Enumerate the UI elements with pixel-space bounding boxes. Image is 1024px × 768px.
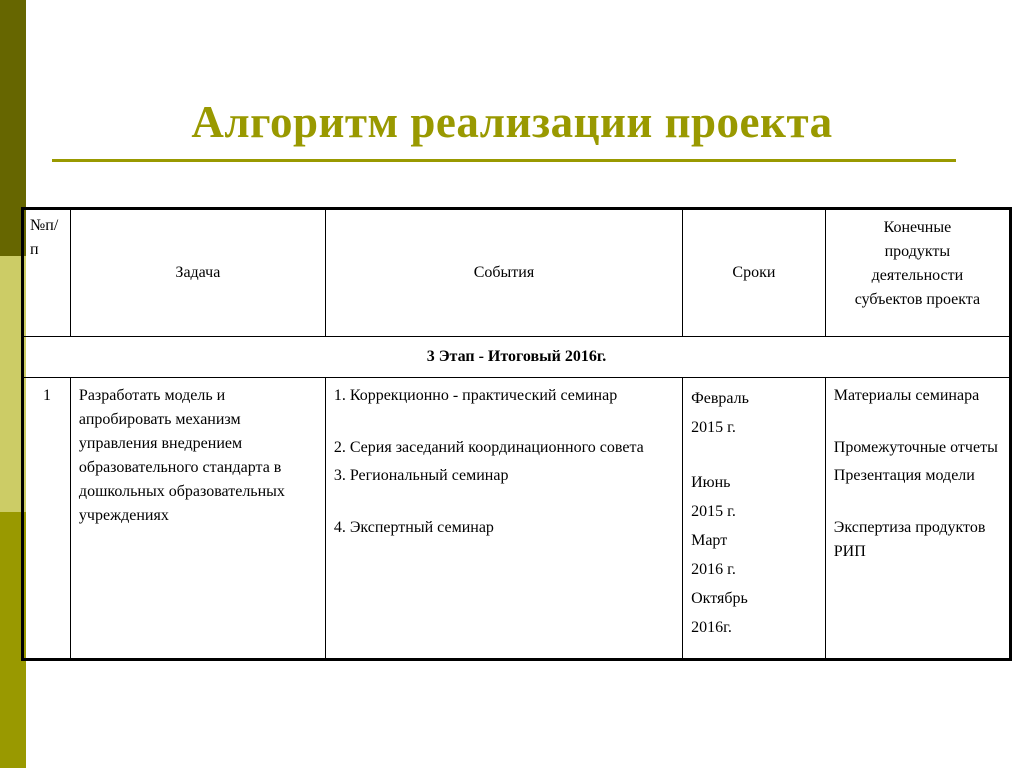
row-num: 1 (23, 378, 71, 660)
date-item: 2016г. (691, 619, 732, 636)
slide-title: Алгоритм реализации проекта (191, 97, 833, 147)
table-header-row (23, 209, 1011, 337)
date-item: Июнь (691, 474, 731, 491)
header-products-line4: субъектов проекта (854, 291, 981, 308)
date-item: Март (691, 532, 728, 549)
plan-table (21, 207, 1012, 661)
header-num (23, 209, 71, 337)
row-events (325, 378, 682, 660)
product-item: Промежуточные отчеты (833, 439, 998, 456)
stage-label: 3 Этап - Итоговый 2016г. (23, 337, 1011, 378)
header-dates: Сроки (683, 209, 826, 337)
stage-row (23, 337, 1011, 378)
date-item: Октябрь (691, 590, 748, 607)
header-products-line1: Конечные (883, 219, 952, 236)
title-underline (52, 159, 956, 162)
row-task: Разработать модель и апробировать механизм управления внедрением образовательного стандарта в дошкольных образовательных учреждениях (70, 378, 325, 660)
date-item: 2016 г. (691, 561, 736, 578)
header-products-line2: продукты (884, 243, 951, 260)
header-products-line3: деятельности (871, 267, 964, 284)
product-item: Экспертиза продуктов РИП (833, 519, 986, 560)
date-item: Февраль (691, 390, 749, 407)
date-item: 2015 г. (691, 419, 736, 436)
product-item: Презентация модели (833, 467, 975, 484)
date-item: 2015 г. (691, 503, 736, 520)
event-item: 3. Региональный семинар (333, 467, 509, 484)
product-item: Материалы семинара (833, 387, 980, 404)
event-item: 2. Серия заседаний координационного совета (333, 439, 644, 456)
header-events: События (325, 209, 682, 337)
event-item: 4. Экспертный семинар (333, 519, 494, 536)
header-num-line2: п (30, 241, 39, 258)
row-products (825, 378, 1010, 660)
table-row (23, 378, 1011, 660)
row-dates (683, 378, 826, 660)
event-item: 1. Коррекционно - практический семинар (333, 387, 618, 404)
header-num-line1: №п/ (30, 217, 59, 234)
header-products (825, 209, 1010, 337)
header-task: Задача (70, 209, 325, 337)
